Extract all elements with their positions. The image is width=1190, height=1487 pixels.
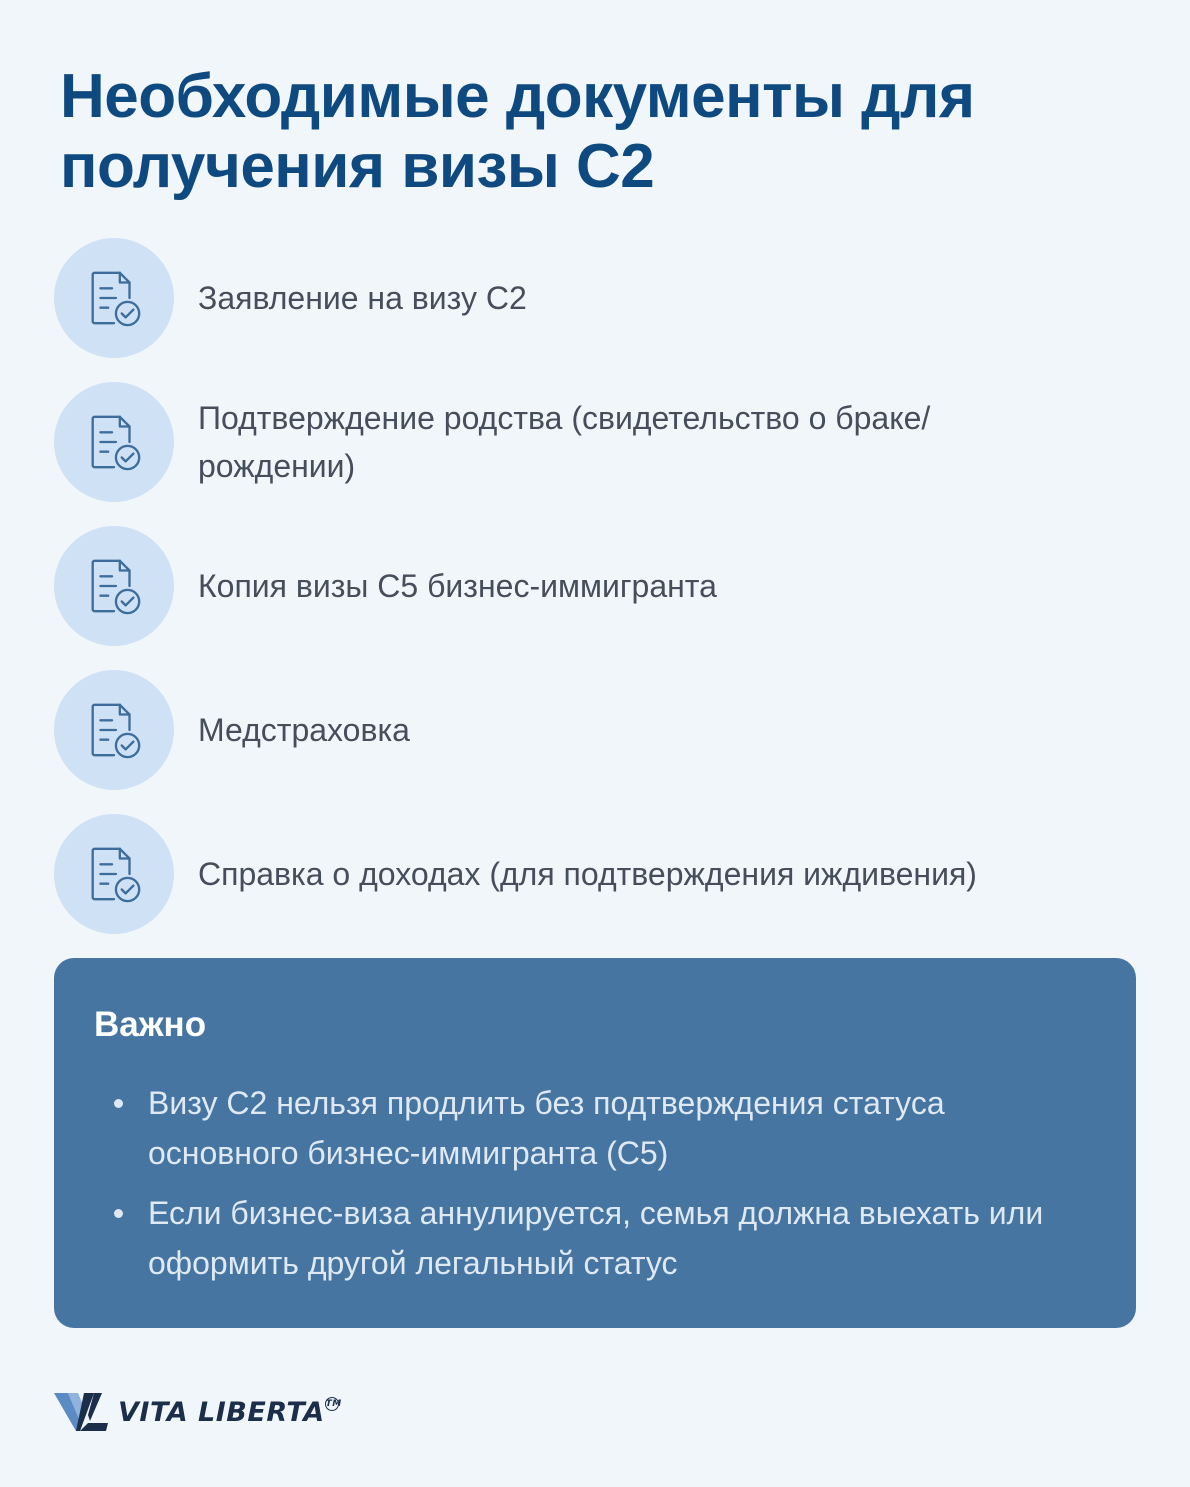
- important-title: Важно: [94, 1005, 207, 1044]
- note-item: Если бизнес-виза аннулируется, семья должна выехать или оформить другой легальный статус: [94, 1188, 1048, 1288]
- document-check-icon: [54, 382, 174, 502]
- list-item: [54, 238, 1144, 358]
- documents-list: [54, 238, 1144, 934]
- list-item: [54, 526, 1144, 646]
- important-panel: [54, 958, 1136, 1328]
- list-item: [54, 670, 1144, 790]
- document-check-icon: [54, 814, 174, 934]
- note-item: Визу С2 нельзя продлить без подтверждения статуса основного бизнес-иммигранта (С5): [94, 1078, 1048, 1178]
- page-title: Необходимые документы для получения визы С2: [60, 62, 975, 201]
- document-check-icon: [54, 526, 174, 646]
- important-notes: [94, 1078, 1096, 1288]
- document-label: Медстраховка: [198, 712, 410, 748]
- brand-logo: [54, 1390, 342, 1434]
- brand-name: [118, 1396, 342, 1428]
- list-item: [54, 814, 1144, 934]
- document-label: Справка о доходах (для подтверждения иждивения): [198, 856, 977, 892]
- trademark-mark: TM: [325, 1398, 342, 1409]
- document-label: Копия визы С5 бизнес-иммигранта: [198, 568, 717, 604]
- document-label: Подтверждение родства (свидетельство о браке/ рождении): [198, 400, 931, 484]
- document-check-icon: [54, 670, 174, 790]
- list-item: [54, 382, 1144, 502]
- document-check-icon: [54, 238, 174, 358]
- document-label: Заявление на визу С2: [198, 280, 527, 316]
- brand-name-text: VITA LIBERTA: [118, 1396, 325, 1428]
- vita-liberta-logo-icon: [54, 1391, 110, 1433]
